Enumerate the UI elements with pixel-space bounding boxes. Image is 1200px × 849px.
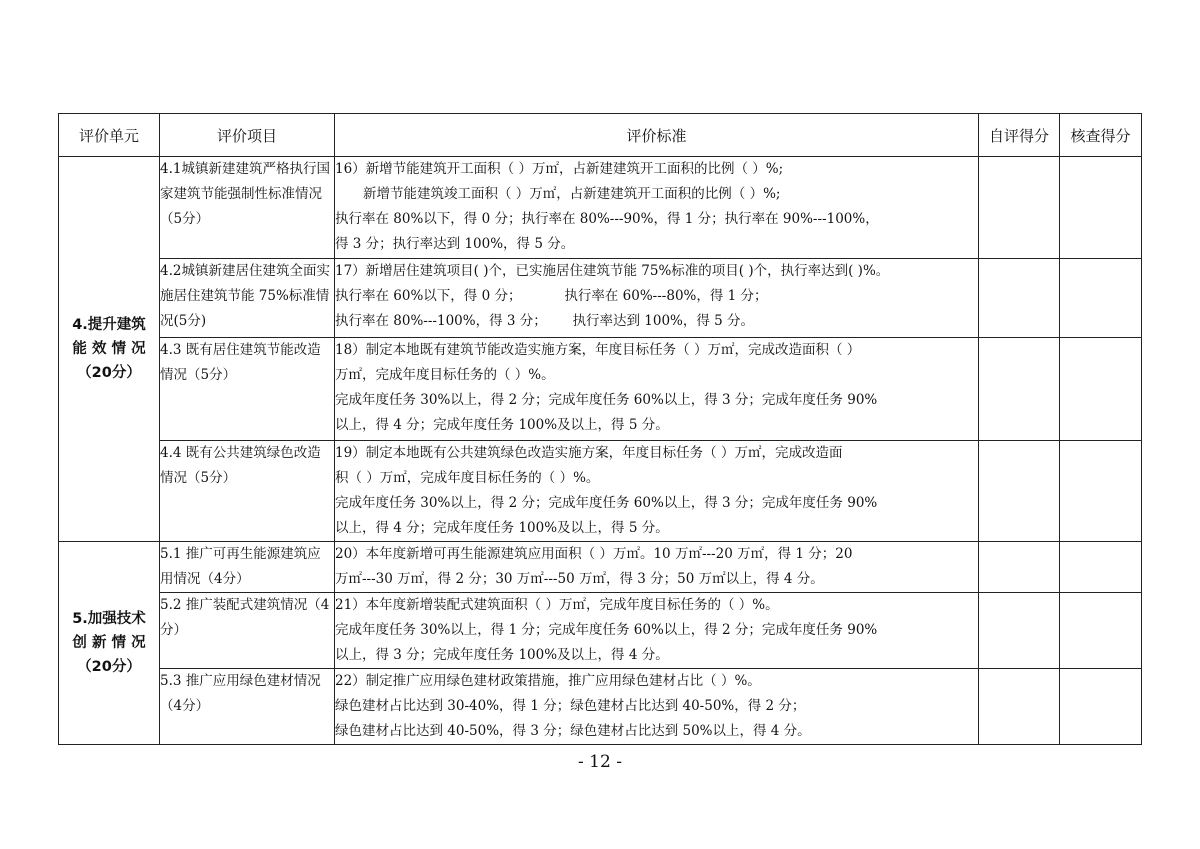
eval-unit-4: 4.提升建筑 能 效 情 况 （20分）	[59, 157, 160, 542]
self-score-cell[interactable]	[979, 259, 1060, 338]
self-score-cell[interactable]	[979, 441, 1060, 542]
header-eval-item: 评价项目	[160, 114, 335, 157]
header-self-score: 自评得分	[979, 114, 1060, 157]
check-score-cell[interactable]	[1060, 338, 1142, 441]
self-score-cell[interactable]	[979, 338, 1060, 441]
eval-item: 4.1城镇新建建筑严格执行国家建筑节能强制性标准情况（5分）	[160, 157, 335, 259]
table-row	[59, 441, 1142, 542]
eval-unit-5: 5.加强技术 创 新 情 况 （20分）	[59, 542, 160, 745]
eval-item: 4.3 既有居住建筑节能改造情况（5分）	[160, 338, 335, 441]
header-eval-unit: 评价单元	[59, 114, 160, 157]
table-row	[59, 338, 1142, 441]
eval-item: 5.2 推广装配式建筑情况（4分）	[160, 593, 335, 669]
eval-item: 4.2城镇新建居住建筑全面实施居住建筑节能 75%标准情况(5分)	[160, 259, 335, 338]
evaluation-table	[58, 113, 1142, 745]
self-score-cell[interactable]	[979, 669, 1060, 745]
table-header-row	[59, 114, 1142, 157]
header-check-score: 核查得分	[1060, 114, 1142, 157]
table-row	[59, 669, 1142, 745]
table-row	[59, 259, 1142, 338]
eval-criteria: 16）新增节能建筑开工面积（ ）万㎡，占新建建筑开工面积的比例（ ）%; 新增节能建筑竣工面积（ ）万㎡，占新建建筑开工面积的比例（ ）%; 执行率在 80%以下，得 0 分；执行率在 80%---90%，得 1 分；执行率在 90%---100%， 得 3 分；执行率达到 100%，得 5 分。	[335, 157, 979, 259]
table-row	[59, 542, 1142, 593]
check-score-cell[interactable]	[1060, 157, 1142, 259]
eval-criteria: 20）本年度新增可再生能源建筑应用面积（ ）万㎡。10 万㎡---20 万㎡，得 1 分；20 万㎡---30 万㎡，得 2 分；30 万㎡---50 万㎡，得 3 分；50 万㎡以上，得 4 分。	[335, 542, 979, 593]
eval-criteria: 17）新增居住建筑项目( )个，已实施居住建筑节能 75%标准的项目( )个，执行率达到( )%。 执行率在 60%以下，得 0 分； 执行率在 60%---80%，得 1 分； 执行率在 80%---100%，得 3 分； 执行率达到 100%，得 5 分。	[335, 259, 979, 338]
eval-item: 5.3 推广应用绿色建材情况（4分）	[160, 669, 335, 745]
self-score-cell[interactable]	[979, 593, 1060, 669]
eval-criteria: 22）制定推广应用绿色建材政策措施，推广应用绿色建材占比（ ）%。 绿色建材占比达到 30-40%，得 1 分；绿色建材占比达到 40-50%，得 2 分； 绿色建材占比达到 40-50%，得 3 分；绿色建材占比达到 50%以上，得 4 分。	[335, 669, 979, 745]
eval-item: 5.1 推广可再生能源建筑应用情况（4分）	[160, 542, 335, 593]
eval-criteria: 21）本年度新增装配式建筑面积（ ）万㎡，完成年度目标任务的（ ）%。 完成年度任务 30%以上，得 1 分；完成年度任务 60%以上，得 2 分；完成年度任务 90% 以上，得 3 分；完成年度任务 100%及以上，得 4 分。	[335, 593, 979, 669]
check-score-cell[interactable]	[1060, 669, 1142, 745]
table-row	[59, 593, 1142, 669]
eval-criteria: 19）制定本地既有公共建筑绿色改造实施方案，年度目标任务（ ）万㎡，完成改造面 积（ ）万㎡，完成年度目标任务的（ ）%。 完成年度任务 30%以上，得 2 分；完成年度任务 60%以上，得 3 分；完成年度任务 90% 以上，得 4 分；完成年度任务 100%及以上，得 5 分。	[335, 441, 979, 542]
self-score-cell[interactable]	[979, 157, 1060, 259]
eval-criteria: 18）制定本地既有建筑节能改造实施方案，年度目标任务（ ）万㎡，完成改造面积（ ） 万㎡，完成年度目标任务的（ ）%。 完成年度任务 30%以上，得 2 分；完成年度任务 60%以上，得 3 分；完成年度任务 90% 以上，得 4 分；完成年度任务 100%及以上，得 5 分。	[335, 338, 979, 441]
eval-item: 4.4 既有公共建筑绿色改造情况（5分）	[160, 441, 335, 542]
header-eval-criteria: 评价标准	[335, 114, 979, 157]
self-score-cell[interactable]	[979, 542, 1060, 593]
check-score-cell[interactable]	[1060, 259, 1142, 338]
check-score-cell[interactable]	[1060, 542, 1142, 593]
check-score-cell[interactable]	[1060, 593, 1142, 669]
table-row	[59, 157, 1142, 259]
check-score-cell[interactable]	[1060, 441, 1142, 542]
page-number: - 12 -	[578, 752, 622, 772]
